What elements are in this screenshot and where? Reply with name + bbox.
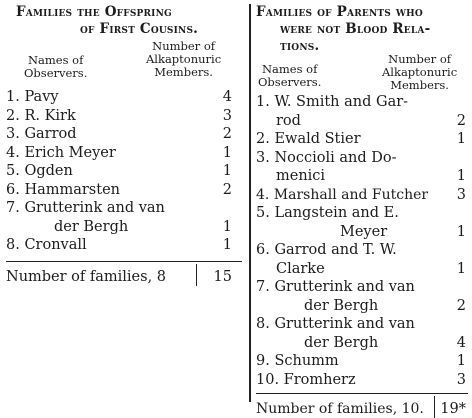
observer-name: 4. Erich Meyer [6,144,116,161]
table-row [256,371,468,390]
member-count: 4 [222,89,232,105]
member-count: 1 [456,353,466,369]
right-column-headers [256,52,468,93]
member-count: 2 [456,112,466,129]
observer-name: 2. R. Kirk [6,107,76,124]
total-label: Number of families, 10. [256,401,424,417]
table-row [256,130,468,149]
observer-name: 9. Schumm [256,353,339,369]
member-count: 2 [222,181,232,198]
observer-name: 10. Fromherz [256,371,356,388]
total-separator [434,396,435,418]
member-count: 1 [222,237,232,253]
total-value: 19* [440,401,466,417]
table-row [256,352,468,371]
left-title-line: Families the Offspring [16,4,172,20]
observer-name-cont: Meyer [340,223,388,240]
member-count: 1 [222,144,232,161]
table-row [256,241,468,278]
member-count: 3 [222,107,232,124]
member-count: 3 [456,186,466,203]
table-row [6,199,242,236]
observer-name-cont: menici [276,168,326,184]
table-row [6,162,242,181]
observers-header: Names of Observers. [258,62,322,89]
left-table [6,4,242,286]
observer-name: 7. Grutterink and van [6,200,165,216]
observer-name: 1. Pavy [6,89,59,105]
members-header: Number of Alkaptonuric Members. [382,52,458,92]
observer-name: 7. Grutterink and van [256,279,415,295]
total-label: Number of families, 8 [6,268,167,285]
table-row [6,107,242,126]
observer-name: 5. Ogden [6,163,73,179]
table-row [256,149,468,186]
member-count: 2 [222,126,232,142]
observer-name: 4. Marshall and Futcher [256,186,429,203]
table-row [256,186,468,205]
observer-name-cont: der Bergh [304,297,379,314]
observer-name: 5. Langstein and E. [256,205,399,221]
observer-name: 8. Grutterink and van [256,316,415,332]
observer-name: 3. Noccioli and Do- [256,149,397,166]
table-row [256,204,468,241]
member-count: 4 [456,334,466,351]
left-column-headers [6,38,242,88]
table-row [6,125,242,144]
table-row [256,93,468,130]
member-count: 1 [456,260,466,277]
table-row [6,88,242,107]
observer-name: 6. Garrod and T. W. [256,242,397,258]
member-count: 1 [222,163,232,179]
member-count: 1 [456,131,466,147]
observer-name-cont: Clarke [276,260,325,277]
table-row [6,236,242,255]
table-row [256,278,468,315]
column-divider [249,4,251,402]
table-row [6,144,242,163]
right-title-line: tions. [280,38,320,54]
left-title-line: of First Cousins. [80,21,199,37]
observer-name-cont: der Bergh [54,218,129,235]
observer-name: 6. Hammarsten [6,181,120,198]
total-value: 15 [213,268,232,285]
observer-name: 2. Ewald Stier [256,131,361,147]
right-table [256,4,468,418]
observer-name: 8. Cronvall [6,237,87,253]
total-row [6,262,242,286]
observers-header: Names of Observers. [24,53,88,80]
left-title [6,4,242,38]
member-count: 2 [456,297,466,314]
member-count: 3 [456,371,466,388]
right-title-line: were not Blood Rela- [280,21,431,37]
member-count: 1 [456,168,466,184]
right-title-line: Families of Parents who [256,4,423,20]
right-title [256,4,468,55]
total-row [256,394,468,418]
observer-name: 3. Garrod [6,126,77,142]
members-header: Number of Alkaptonuric Members. [146,39,222,79]
member-count: 1 [222,218,232,235]
table-row [6,181,242,200]
observer-name-cont: rod [276,112,301,129]
member-count: 1 [456,223,466,240]
observer-name: 1. W. Smith and Gar- [256,94,409,110]
total-separator [196,264,197,286]
observer-name-cont: der Bergh [304,334,379,351]
table-row [256,315,468,352]
